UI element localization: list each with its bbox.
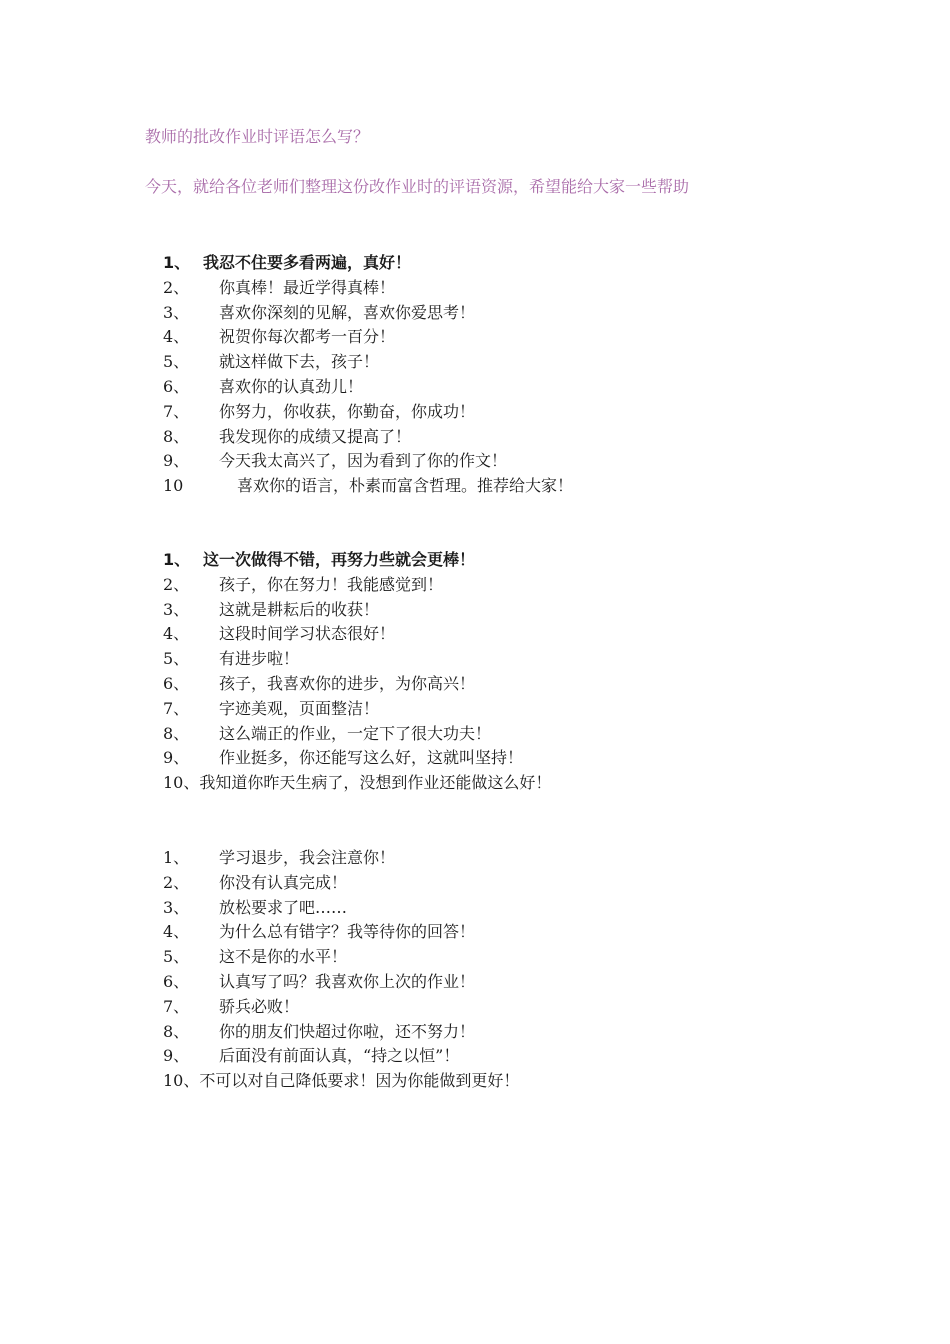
item-text: 作业挺多，你还能写这么好，这就叫坚持！ bbox=[219, 748, 524, 768]
item-number: 2、 bbox=[163, 277, 190, 297]
list-item bbox=[160, 771, 860, 796]
item-number: 10 bbox=[163, 476, 184, 496]
item-number: 9、 bbox=[163, 451, 190, 471]
list-item bbox=[160, 722, 860, 747]
item-text: 这段时间学习状态很好！ bbox=[219, 624, 396, 644]
list-item bbox=[160, 846, 860, 871]
list-item bbox=[160, 1020, 860, 1045]
item-text: 孩子，我喜欢你的进步，为你高兴！ bbox=[219, 673, 476, 693]
item-text: 放松要求了吧…… bbox=[219, 897, 348, 917]
item-text: 骄兵必败！ bbox=[219, 996, 300, 1016]
item-text: 你真棒！最近学得真棒！ bbox=[219, 277, 396, 297]
item-number: 8、 bbox=[163, 723, 190, 743]
item-number: 5、 bbox=[163, 649, 190, 669]
item-number: 9、 bbox=[163, 748, 190, 768]
item-text: 10、不可以对自己降低要求！因为你能做到更好！ bbox=[163, 1071, 520, 1091]
list-item bbox=[160, 301, 860, 326]
item-number: 2、 bbox=[163, 872, 190, 892]
item-number: 5、 bbox=[163, 947, 190, 967]
item-number: 7、 bbox=[163, 698, 190, 718]
item-number: 6、 bbox=[163, 971, 190, 991]
item-number: 7、 bbox=[163, 401, 190, 421]
item-number: 5、 bbox=[163, 352, 190, 372]
list-item bbox=[160, 896, 860, 921]
item-number: 4、 bbox=[163, 624, 190, 644]
item-text: 就这样做下去，孩子！ bbox=[219, 352, 380, 372]
item-text: 字迹美观，页面整洁！ bbox=[219, 698, 380, 718]
item-number: 7、 bbox=[163, 996, 190, 1016]
list-item bbox=[160, 425, 860, 450]
item-text: 今天我太高兴了，因为看到了你的作文！ bbox=[219, 451, 508, 471]
item-number: 9、 bbox=[163, 1046, 190, 1066]
item-text: 喜欢你的认真劲儿！ bbox=[219, 376, 364, 396]
item-number: 3、 bbox=[163, 599, 190, 619]
item-number: 8、 bbox=[163, 1021, 190, 1041]
item-text: 10、我知道你昨天生病了，没想到作业还能做这么好！ bbox=[163, 773, 552, 793]
list-item bbox=[160, 548, 860, 573]
item-number: 3、 bbox=[163, 302, 190, 322]
list-item bbox=[160, 449, 860, 474]
list-item bbox=[160, 647, 860, 672]
item-text: 后面没有前面认真，“持之以恒”！ bbox=[219, 1046, 460, 1066]
item-number: 1、 bbox=[163, 253, 191, 272]
list-item bbox=[160, 325, 860, 350]
document-title: 教师的批改作业时评语怎么写？ bbox=[145, 127, 370, 146]
item-text: 喜欢你深刻的见解，喜欢你爱思考！ bbox=[219, 302, 476, 322]
item-text: 有进步啦！ bbox=[219, 649, 300, 669]
item-number: 1、 bbox=[163, 550, 191, 569]
item-number: 3、 bbox=[163, 897, 190, 917]
item-text: 这么端正的作业，一定下了很大功夫！ bbox=[219, 723, 492, 743]
list-item bbox=[160, 871, 860, 896]
item-number: 6、 bbox=[163, 673, 190, 693]
list-item bbox=[160, 1069, 860, 1094]
comment-list-criticism bbox=[160, 846, 860, 1094]
item-text: 你努力，你收获，你勤奋，你成功！ bbox=[219, 401, 476, 421]
list-item bbox=[160, 622, 860, 647]
list-item bbox=[160, 945, 860, 970]
list-item bbox=[160, 251, 860, 276]
item-text: 这就是耕耘后的收获！ bbox=[219, 599, 380, 619]
list-item bbox=[160, 672, 860, 697]
item-number: 8、 bbox=[163, 426, 190, 446]
list-item bbox=[160, 276, 860, 301]
item-number: 4、 bbox=[163, 327, 190, 347]
item-text: 我忍不住要多看两遍，真好！ bbox=[203, 253, 412, 272]
item-text: 你的朋友们快超过你啦，还不努力！ bbox=[219, 1021, 476, 1041]
list-item bbox=[160, 375, 860, 400]
list-item bbox=[160, 598, 860, 623]
item-text: 这不是你的水平！ bbox=[219, 947, 348, 967]
item-number: 6、 bbox=[163, 376, 190, 396]
list-item bbox=[160, 474, 860, 499]
list-item bbox=[160, 350, 860, 375]
list-item bbox=[160, 970, 860, 995]
item-text: 祝贺你每次都考一百分！ bbox=[219, 327, 396, 347]
list-item bbox=[160, 1044, 860, 1069]
item-text: 为什么总有错字？我等待你的回答！ bbox=[219, 922, 476, 942]
list-item bbox=[160, 746, 860, 771]
list-item bbox=[160, 995, 860, 1020]
intro-paragraph: 今天，就给各位老师们整理这份改作业时的评语资源，希望能给大家一些帮助 bbox=[145, 177, 690, 196]
list-item bbox=[160, 920, 860, 945]
item-number: 4、 bbox=[163, 922, 190, 942]
comment-list-encouragement bbox=[160, 548, 860, 796]
item-text: 学习退步，我会注意你！ bbox=[219, 848, 396, 867]
item-number: 1、 bbox=[163, 848, 190, 867]
list-item bbox=[160, 573, 860, 598]
item-text: 喜欢你的语言，朴素而富含哲理。推荐给大家！ bbox=[237, 476, 574, 496]
item-text: 我发现你的成绩又提高了！ bbox=[219, 426, 412, 446]
item-text: 孩子，你在努力！我能感觉到！ bbox=[219, 574, 444, 594]
item-number: 2、 bbox=[163, 574, 190, 594]
item-text: 认真写了吗？我喜欢你上次的作业！ bbox=[219, 971, 476, 991]
comment-list-praise bbox=[160, 251, 860, 499]
list-item bbox=[160, 400, 860, 425]
item-text: 你没有认真完成！ bbox=[219, 872, 348, 892]
list-item bbox=[160, 697, 860, 722]
item-text: 这一次做得不错，再努力些就会更棒！ bbox=[203, 550, 476, 569]
